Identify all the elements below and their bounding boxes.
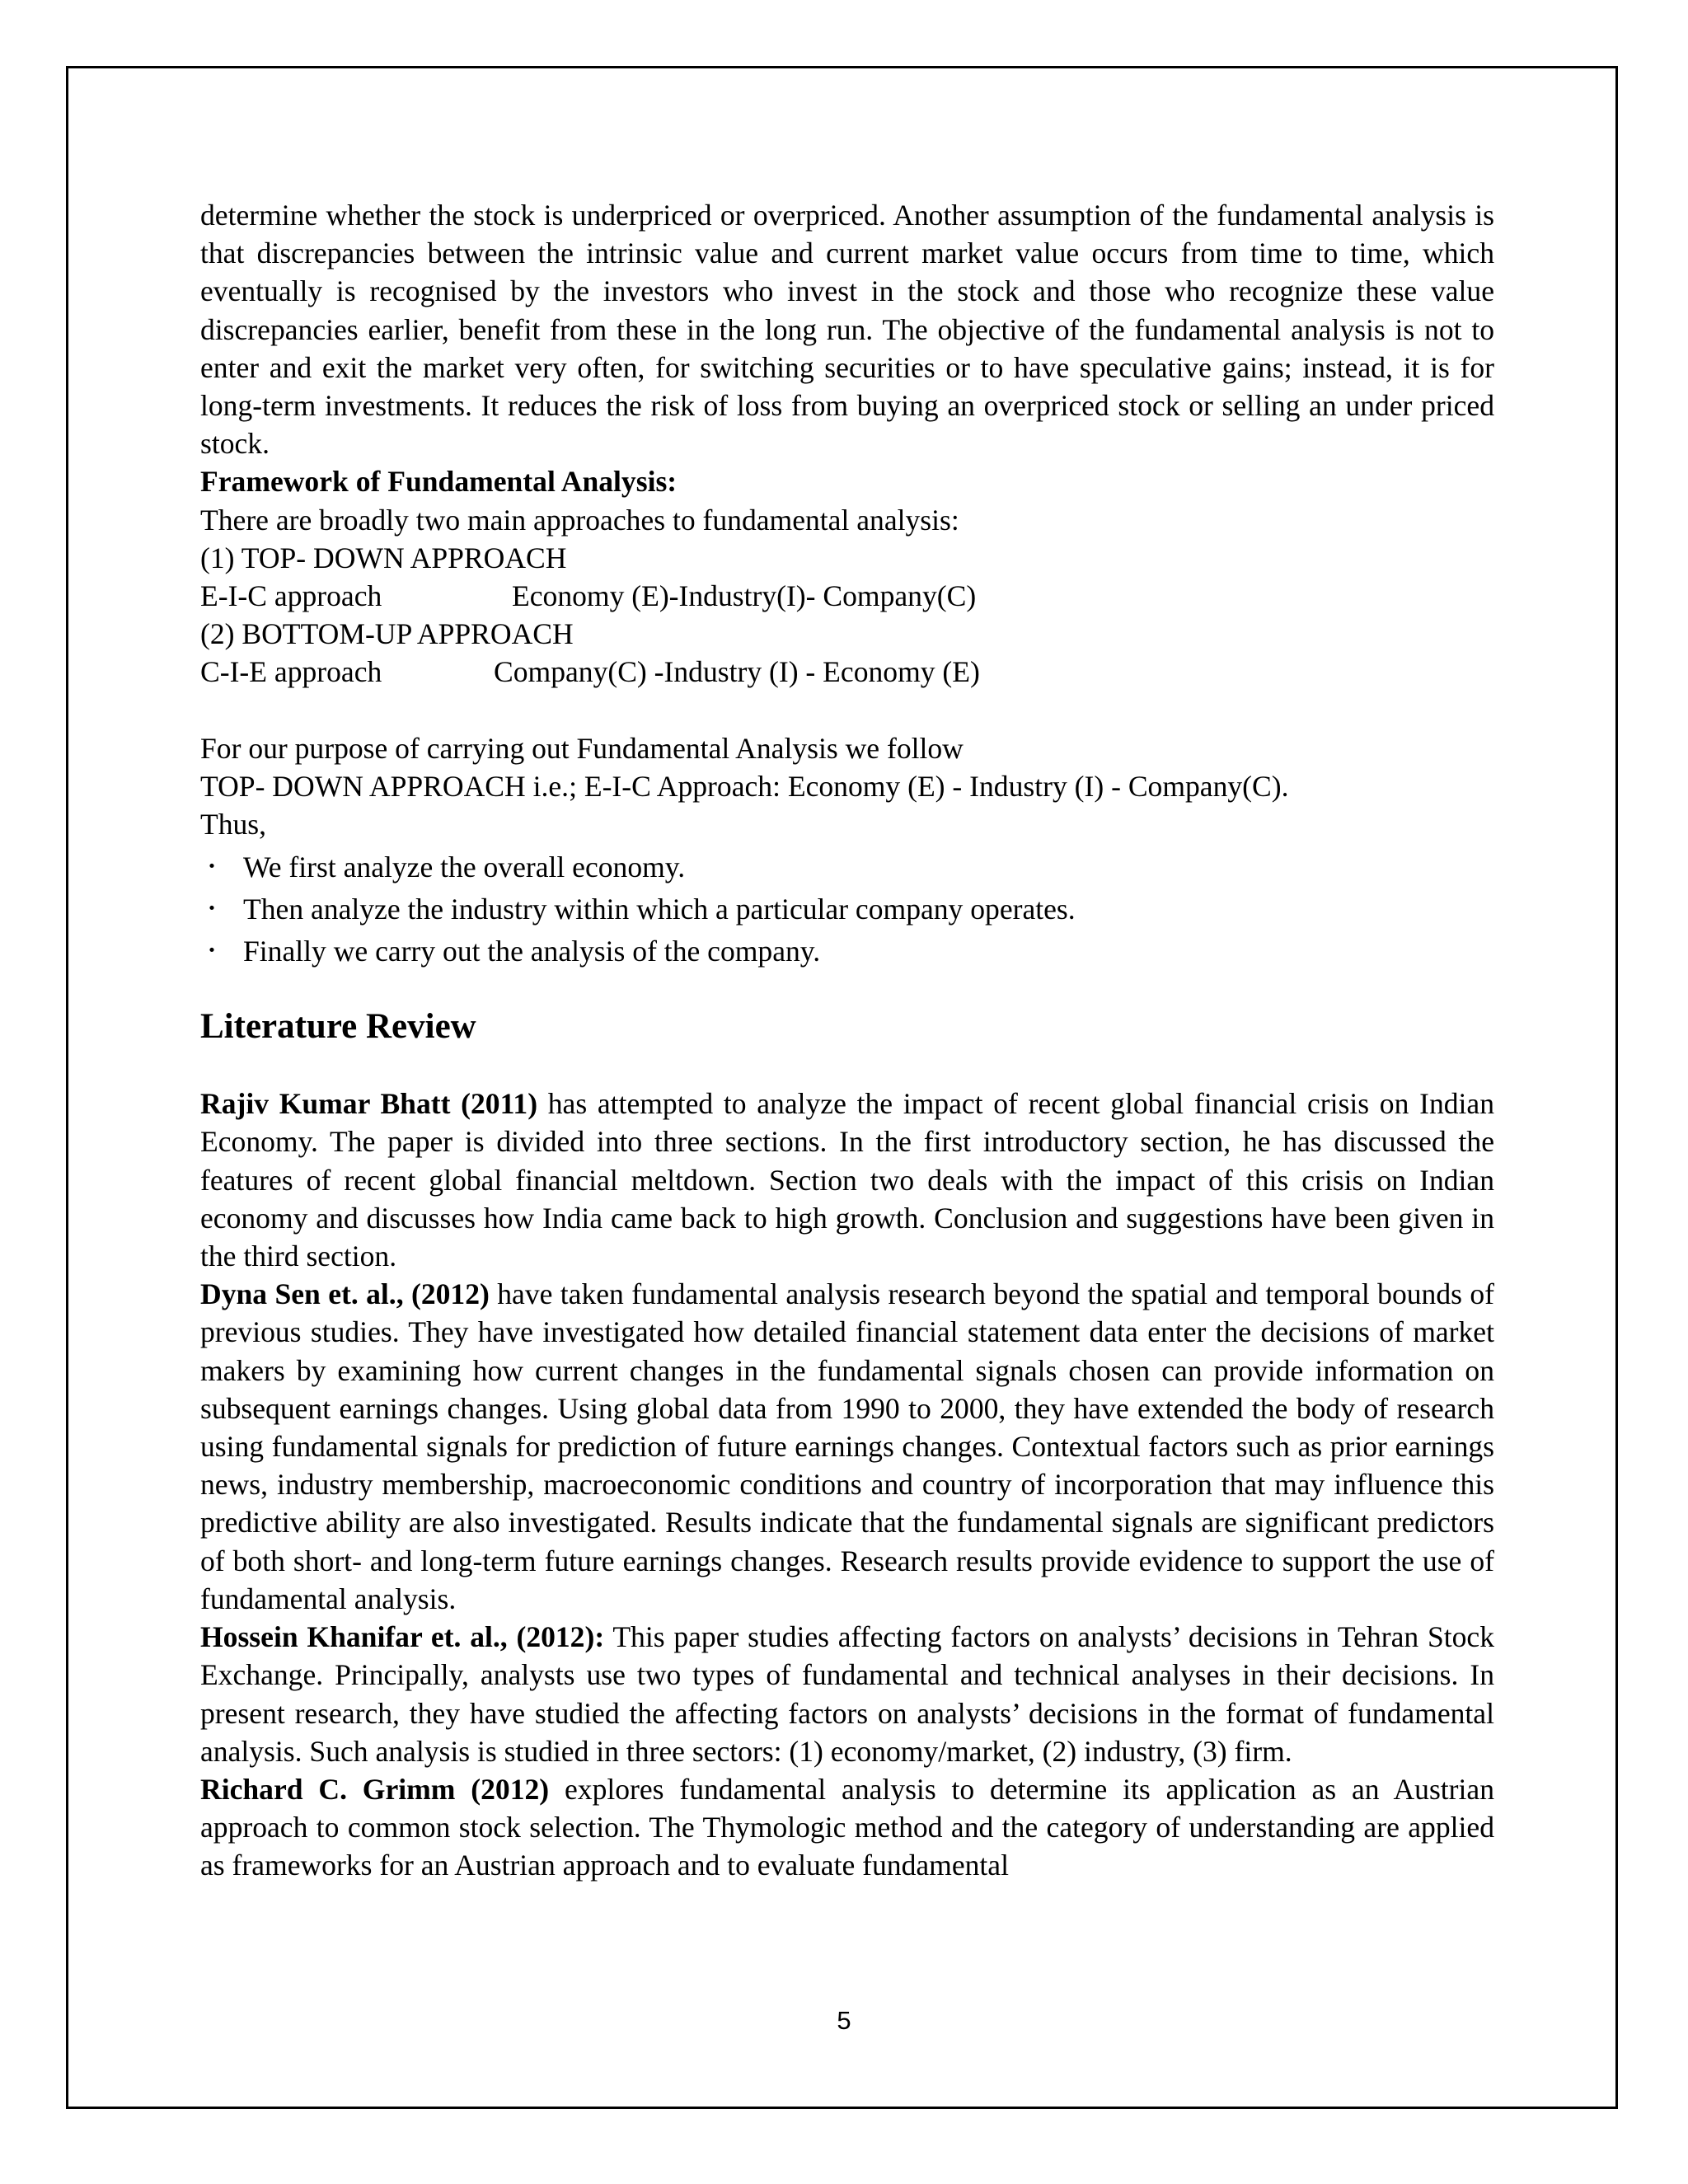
framework-intro: There are broadly two main approaches to fundamental analysis: (200, 503, 959, 537)
spacer (200, 691, 1494, 729)
entry-text: explores fundamental analysis to determine its application as an Austrian approach to common stock selection. The Thymologic method and the category of understanding are applied as frameworks for an Austrian approach and to evaluate fundamental (200, 1772, 1494, 1882)
eic-approach-description: Economy (E)-Industry(I)- Company(C) (512, 579, 977, 613)
entry-text: have taken fundamental analysis research beyond the spatial and temporal bounds of previous studies. They have investigated how detailed financial statement data enter the decisions of market makers by examining how current changes in the fundamental signals chosen can provide information on subsequent earnings changes. Using global data from 1990 to 2000, they have extended the body of research using fundamental signals for prediction of future earnings changes. Contextual factors such as prior earnings news, industry membership, macroeconomic conditions and country of incorporation that may influence this predictive ability are also investigated. Results indicate that the fundamental signals are significant predictors of both short- and long-term future earnings changes. Research results provide evidence to support the use of fundamental analysis. (200, 1277, 1494, 1615)
document-body (200, 196, 1494, 1885)
list-item-text: Then analyze the industry within which a particular company operates. (243, 893, 1076, 926)
entry-author: Richard C. Grimm (2012) (200, 1772, 550, 1806)
literature-entry-grimm (200, 1770, 1494, 1885)
eic-approach-row (200, 577, 1494, 615)
cie-approach-description: Company(C) -Industry (I) - Economy (E) (494, 655, 980, 689)
entry-text: has attempted to analyze the impact of recent global financial crisis on Indian Economy. The paper is divided into three sections. In the first introductory section, he has discussed the features of recent global financial meltdown. Section two deals with the impact of this crisis on Indian economy and discusses how India came back to high growth. Conclusion and suggestions have been given in the third section. (200, 1087, 1494, 1273)
intro-paragraph: determine whether the stock is underpriced or overpriced. Another assumption of the fundamental analysis is that discrepancies between the intrinsic value and current market value occurs from time to time, which eventually is recognised by the investors who invest in the stock and those who recognize these value discrepancies earlier, benefit from these in the long run. The objective of the fundamental analysis is not to enter and exit the market very often, for switching securities or to have speculative gains; instead, it is for long-term investments. It reduces the risk of loss from buying an overpriced stock or selling an under priced stock. (200, 199, 1494, 461)
entry-author: Rajiv Kumar Bhatt (2011) (200, 1087, 538, 1121)
bullet-icon: ・ (200, 939, 224, 965)
analysis-steps-list (200, 846, 1494, 972)
literature-entry-bhatt (200, 1085, 1494, 1275)
entry-author: Dyna Sen et. al., (2012) (200, 1277, 490, 1311)
top-down-label: (1) TOP- DOWN APPROACH (200, 541, 567, 574)
literature-entry-sen (200, 1275, 1494, 1618)
framework-heading: Framework of Fundamental Analysis: (200, 465, 678, 499)
purpose-line-2: TOP- DOWN APPROACH i.e.; E-I-C Approach: Economy (E) - Industry (I) - Company(C). (200, 769, 1289, 803)
list-item (200, 930, 1494, 972)
literature-entry-khanifar (200, 1618, 1494, 1770)
page-number: 5 (837, 2006, 851, 2035)
list-item (200, 846, 1494, 888)
entry-text: This paper studies affecting factors on analysts’ decisions in Tehran Stock Exchange. Principally, analysts use two types of fundamental and technical analyses in their decisions. In present research, they have studied the affecting factors on analysts’ decisions in the format of fundamental analysis. Such analysis is studied in three sectors: (1) economy/market, (2) industry, (3) firm. (200, 1620, 1494, 1768)
cie-approach-row (200, 653, 1494, 691)
list-item-text: We first analyze the overall economy. (243, 851, 686, 884)
bullet-icon: ・ (200, 897, 224, 923)
bullet-icon: ・ (200, 855, 224, 881)
list-item-text: Finally we carry out the analysis of the company. (243, 935, 821, 968)
bottom-up-label: (2) BOTTOM-UP APPROACH (200, 617, 574, 651)
purpose-line-1: For our purpose of carrying out Fundamental Analysis we follow (200, 731, 964, 765)
cie-approach-code: C-I-E approach (200, 655, 382, 689)
eic-approach-code: E-I-C approach (200, 579, 382, 613)
list-item (200, 888, 1494, 930)
purpose-line-3: Thus, (200, 808, 267, 841)
entry-author: Hossein Khanifar et. al., (2012): (200, 1620, 605, 1654)
literature-review-heading: Literature Review (200, 1007, 476, 1047)
